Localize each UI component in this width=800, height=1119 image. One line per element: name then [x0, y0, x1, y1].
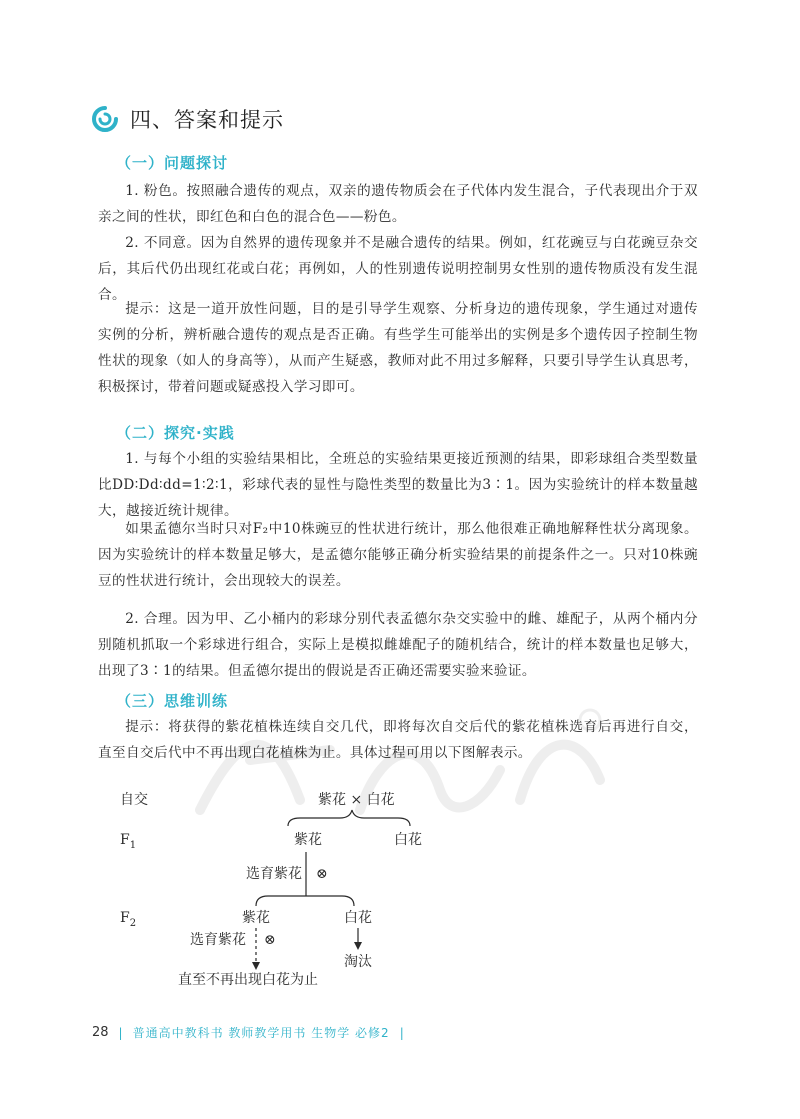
f1-brace: [288, 810, 410, 826]
page-number: 28: [92, 1025, 109, 1040]
parent-cross: 紫花 × 白花: [318, 792, 395, 808]
f2-label: $F_2$: [120, 910, 137, 929]
section-title: 四、答案和提示: [130, 108, 284, 132]
subsection-title-3: （三）思维训练: [116, 692, 229, 710]
paragraph: 如果孟德尔当时只对F₂中10株豌豆的性状进行统计，那么他很难正确地解释性状分离现象。因为实验统计的样本数量足够大，是孟德尔能够正确分析实验结果的前提条件之一。只对10株豌豆的性状进行统计，会出现较大的误差。: [98, 521, 698, 589]
book-title: 普通高中教科书 教师教学用书 生物学 必修2: [132, 1026, 390, 1040]
f1-label: $F_1$: [120, 832, 137, 851]
section-heading: [92, 104, 284, 134]
subsection-title-1: （一）问题探讨: [116, 154, 229, 172]
paragraph: 提示：这是一道开放性问题，目的是引导学生观察、分析身边的遗传现象，学生通过对遗传实例的分析，辨析融合遗传的观点是否正确。有些学生可能举出的实例是多个遗传因子控制生物性状的现象（如人的身高等），从而产生疑惑，教师对此不用过多解释，只要引导学生认真思考，积极探讨，带着问题或疑惑投入学习即可。: [98, 301, 698, 395]
f1-white: 白花: [394, 832, 422, 848]
paragraph: 1. 与每个小组的实验结果相比，全班总的实验结果更接近预测的结果，即彩球组合类型数量比DD∶Dd∶dd=1∶2∶1，彩球代表的显性与隐性类型的数量比为3∶1。因为实验统计的样本数量越大，越接近统计规律。: [98, 451, 698, 519]
swirl-icon: [92, 106, 118, 132]
paragraph: 2. 不同意。因为自然界的遗传现象并不是融合遗传的结果。例如，红花豌豆与白花豌豆杂交后，其后代仍出现红花或白花；再例如，人的性别遗传说明控制男女性别的遗传物质没有发生混合。: [98, 235, 698, 303]
arrow-down-icon: [354, 942, 362, 950]
select-purple-1: 选育紫花: [246, 866, 302, 882]
paragraph: 2. 合理。因为甲、乙小桶内的彩球分别代表孟德尔杂交实验中的雌、雄配子，从两个桶内分别随机抓取一个彩球进行组合，实际上是模拟雌雄配子的随机结合，统计的样本数量也足够大，出现了3∶1的结果。但孟德尔提出的假说是否正确还需要实验来验证。: [98, 611, 698, 679]
self-cross-label: 自交: [120, 792, 148, 808]
f2-split: [256, 896, 354, 906]
footer-divider: |: [399, 1025, 404, 1040]
select-purple-2: 选育紫花: [190, 932, 246, 948]
paragraph: 提示：将获得的紫花植株连续自交几代，即将每次自交后代的紫花植株选育后再进行自交，直至自交后代中不再出现白花植株为止。具体过程可用以下图解表示。: [98, 719, 698, 761]
footer-divider: |: [118, 1025, 123, 1040]
inheritance-diagram: [0, 780, 800, 1000]
f1-purple: 紫花: [294, 832, 322, 848]
page-footer: [92, 1024, 404, 1041]
final-condition: 直至不再出现白花为止: [178, 972, 318, 988]
eliminate-label: 淘汰: [344, 954, 372, 970]
subsection-title-2: （二）探究·实践: [116, 424, 235, 442]
self-symbol-2: ⊗: [264, 932, 276, 948]
self-symbol-1: ⊗: [316, 866, 328, 882]
f2-purple: 紫花: [242, 910, 270, 926]
paragraph: 1. 粉色。按照融合遗传的观点，双亲的遗传物质会在子代体内发生混合，子代表现出介于双亲之间的性状，即红色和白色的混合色——粉色。: [98, 183, 698, 225]
arrow-down-icon: [252, 962, 260, 970]
f2-white: 白花: [344, 910, 372, 926]
